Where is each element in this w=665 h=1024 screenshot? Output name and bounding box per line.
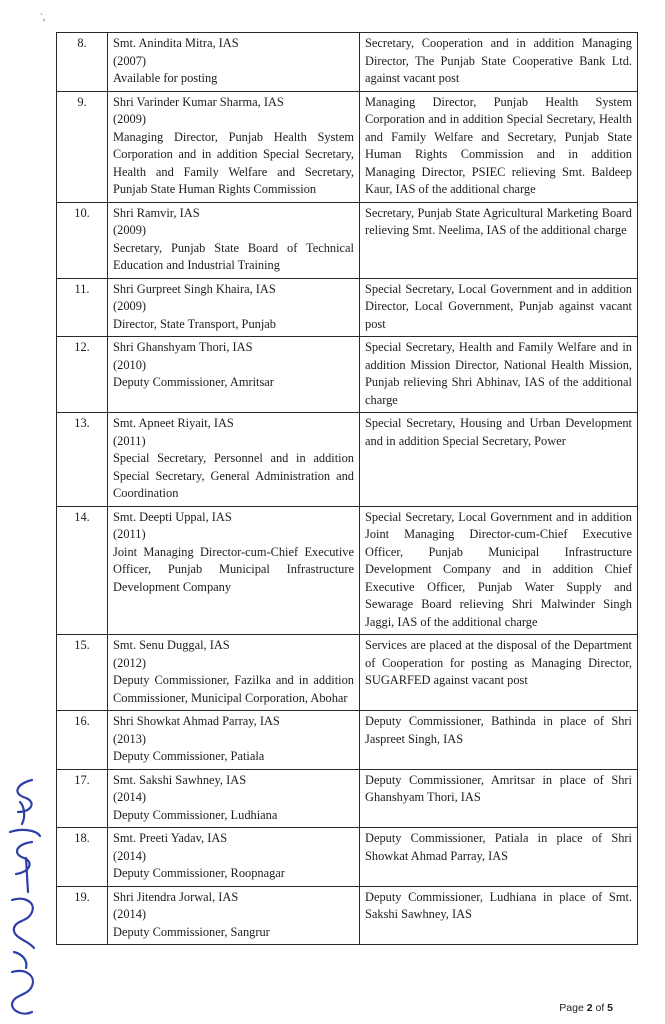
officer-name: Smt. Sakshi Sawhney, IAS	[113, 772, 247, 787]
serial-number: 17.	[57, 769, 108, 828]
officer-batch: (2007)	[113, 53, 147, 68]
serial-number: 16.	[57, 711, 108, 770]
officer-batch: (2009)	[113, 223, 147, 237]
postings-table-container	[56, 32, 632, 945]
officer-cell	[108, 202, 360, 278]
officer-cell	[108, 33, 360, 92]
officer-cell	[108, 506, 360, 635]
officer-cell	[108, 886, 360, 945]
new-posting: Deputy Commissioner, Bathinda in place of Shri Jaspreet Singh, IAS	[360, 711, 638, 770]
serial-number: 12.	[57, 337, 108, 413]
officer-cell	[108, 413, 360, 507]
officer-name: Smt. Anindita Mitra, IAS	[113, 36, 239, 50]
officer-batch: (2011)	[113, 433, 146, 448]
postings-table	[56, 32, 638, 945]
page-prefix: Page	[559, 1002, 587, 1014]
new-posting: Deputy Commissioner, Patiala in place of Shri Showkat Ahmad Parray, IAS	[360, 828, 638, 887]
serial-number: 15.	[57, 635, 108, 711]
officer-cell	[108, 337, 360, 413]
new-posting: Special Secretary, Local Government and in addition Joint Managing Director-cum-Chief Executive Officer, Punjab Municipal Infrastructure Development Company and in addition Chief Executive Officer, Punjab Water Supply and Sewarage Board relieving Shri Malwinder Singh Jaggi, IAS of the additional charge	[360, 506, 638, 635]
officer-name: Shri Varinder Kumar Sharma, IAS	[113, 94, 284, 109]
page-separator: of	[592, 1002, 608, 1014]
officer-cell	[108, 828, 360, 887]
officer-name: Smt. Preeti Yadav, IAS	[113, 831, 228, 845]
officer-batch: (2009)	[113, 112, 147, 126]
page-total: 5	[607, 1002, 613, 1014]
new-posting: Services are placed at the disposal of the Department of Cooperation for posting as Managing Director, SUGARFED against vacant post	[360, 635, 638, 711]
table-row	[57, 278, 638, 337]
page-current: 2	[586, 1002, 593, 1014]
serial-number: 9.	[57, 91, 108, 202]
table-row	[57, 202, 638, 278]
officer-name: Shri Gurpreet Singh Khaira, IAS	[113, 281, 276, 296]
postings-table-body	[57, 33, 638, 945]
new-posting: Special Secretary, Local Government and in addition Director, Local Government, Punjab against vacant post	[360, 278, 638, 337]
table-row	[57, 506, 638, 635]
new-posting: Special Secretary, Health and Family Welfare and in addition Mission Director, National Health Mission, Punjab relieving Shri Abhinav, IAS of the additional charge	[360, 337, 638, 413]
table-row	[57, 711, 638, 770]
officer-batch: (2013)	[113, 731, 147, 746]
new-posting: Deputy Commissioner, Amritsar in place of Shri Ghanshyam Thori, IAS	[360, 769, 638, 828]
officer-current-posting: Special Secretary, Personnel and in addition Special Secretary, General Administration and Coordination	[113, 451, 354, 500]
table-row	[57, 886, 638, 945]
officer-batch: (2014)	[113, 907, 147, 921]
officer-cell	[108, 711, 360, 770]
officer-name: Shri Ghanshyam Thori, IAS	[113, 340, 253, 354]
serial-number: 14.	[57, 506, 108, 635]
new-posting: Special Secretary, Housing and Urban Development and in addition Special Secretary, Power	[360, 413, 638, 507]
table-row	[57, 413, 638, 507]
handwritten-signature	[2, 772, 46, 1022]
officer-current-posting: Deputy Commissioner, Roopnagar	[113, 866, 285, 880]
officer-cell	[108, 769, 360, 828]
officer-batch: (2011)	[113, 527, 146, 541]
officer-current-posting: Deputy Commissioner, Patiala	[113, 749, 265, 763]
table-row	[57, 337, 638, 413]
officer-cell	[108, 91, 360, 202]
officer-current-posting: Managing Director, Punjab Health System Corporation and in addition Special Secretary, Health and Family Welfare and Secretary, Punjab State Human Rights Commission	[113, 129, 354, 196]
serial-number: 11.	[57, 278, 108, 337]
officer-name: Smt. Deepti Uppal, IAS	[113, 509, 232, 524]
table-row	[57, 33, 638, 92]
officer-name: Smt. Apneet Riyait, IAS	[113, 416, 234, 430]
officer-current-posting: Deputy Commissioner, Amritsar	[113, 375, 274, 389]
corner-mark: `,	[40, 12, 46, 22]
officer-current-posting: Deputy Commissioner, Sangrur	[113, 924, 270, 939]
officer-current-posting: Deputy Commissioner, Ludhiana	[113, 807, 278, 822]
page-number	[559, 1002, 613, 1014]
officer-name: Shri Jitendra Jorwal, IAS	[113, 889, 239, 904]
officer-current-posting: Secretary, Punjab State Board of Technical Education and Industrial Training	[113, 240, 354, 272]
officer-batch: (2012)	[113, 655, 147, 670]
table-row	[57, 635, 638, 711]
serial-number: 18.	[57, 828, 108, 887]
officer-name: Shri Showkat Ahmad Parray, IAS	[113, 714, 280, 728]
officer-cell	[108, 635, 360, 711]
officer-current-posting: Deputy Commissioner, Fazilka and in addition Commissioner, Municipal Corporation, Abohar	[113, 673, 354, 705]
officer-batch: (2014)	[113, 848, 147, 863]
officer-name: Shri Ramvir, IAS	[113, 205, 200, 220]
table-row	[57, 91, 638, 202]
new-posting: Deputy Commissioner, Ludhiana in place of Smt. Sakshi Sawhney, IAS	[360, 886, 638, 945]
officer-current-posting: Available for posting	[113, 71, 218, 85]
officer-current-posting: Director, State Transport, Punjab	[113, 316, 276, 331]
officer-cell	[108, 278, 360, 337]
new-posting: Secretary, Punjab State Agricultural Marketing Board relieving Smt. Neelima, IAS of the additional charge	[360, 202, 638, 278]
officer-batch: (2014)	[113, 790, 147, 804]
officer-name: Smt. Senu Duggal, IAS	[113, 638, 230, 652]
officer-current-posting: Joint Managing Director-cum-Chief Executive Officer, Punjab Municipal Infrastructure Development Company	[113, 544, 354, 594]
officer-batch: (2009)	[113, 299, 147, 313]
new-posting: Secretary, Cooperation and in addition Managing Director, The Punjab State Cooperative Bank Ltd. against vacant post	[360, 33, 638, 92]
serial-number: 8.	[57, 33, 108, 92]
new-posting: Managing Director, Punjab Health System Corporation and in addition Special Secretary, Health and Family Welfare and Secretary, Punjab State Human Rights Commission and in addition Managing Director, PSIEC relieving Smt. Baldeep Kaur, IAS of the additional charge	[360, 91, 638, 202]
serial-number: 13.	[57, 413, 108, 507]
table-row	[57, 828, 638, 887]
officer-batch: (2010)	[113, 357, 147, 372]
serial-number: 10.	[57, 202, 108, 278]
table-row	[57, 769, 638, 828]
serial-number: 19.	[57, 886, 108, 945]
